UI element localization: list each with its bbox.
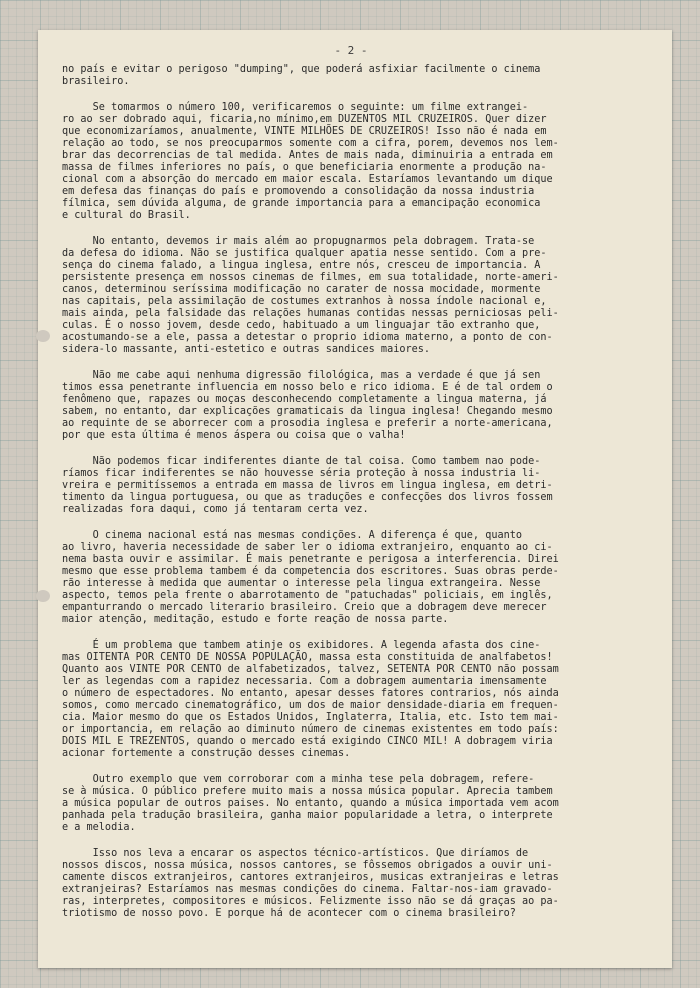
text-line: ro ao ser dobrado aqui, ficaria,no mínimo,em DUZENTOS MIL CRUZEIROS. Quer dizer <box>62 114 547 125</box>
text-line: nossos discos, nossa música, nossos cantores, se fôssemos obrigados a ouvir uni- <box>62 860 553 871</box>
paragraph-gap <box>62 516 666 530</box>
text-line: sabem, no entanto, dar explicações gramaticais da lingua inglesa! Chegando mesmo <box>62 406 553 417</box>
text-line: camente discos extranjeiros, cantores extranjeiros, musicas extranjeiras e letras <box>62 872 559 883</box>
text-line: cia. Maior mesmo do que os Estados Unidos, Inglaterra, Italia, etc. Isto tem mai- <box>62 712 559 723</box>
text-line: mais ainda, pela falsidade das relações humanas contidas nessas perniciosas peli- <box>62 308 559 319</box>
text-line: mas OITENTA POR CENTO DE NOSSA POPULAÇÃO, massa esta constituida de analfabetos! <box>62 652 553 663</box>
punch-hole <box>36 590 50 602</box>
text-line: aspecto, temos pela frente o abarrotamento de "patuchadas" policiais, em inglês, <box>62 590 553 601</box>
text-line: canos, determinou seríssima modificação no carater de nossa mocidade, mormente <box>62 284 541 295</box>
text-line: É um problema que tambem atinje os exibidores. A legenda afasta dos cine- <box>62 640 541 651</box>
paragraph-gap <box>62 442 666 456</box>
paragraph-gap <box>62 88 666 102</box>
text-line: que economizaríamos, anualmente, VINTE MILHÕES DE CRUZEIROS! Isso não é nada em <box>62 126 547 137</box>
text-line: empanturrando o mercado literario brasileiro. Creio que a dobragem deve merecer <box>62 602 547 613</box>
text-line: sença do cinema falado, a lingua inglesa, entre nós, cresceu de importancia. A <box>62 260 541 271</box>
text-line: ao livro, haveria necessidade de saber ler o idioma extranjeiro, enquanto ao ci- <box>62 542 553 553</box>
text-line: Não podemos ficar indiferentes diante de tal coisa. Como tambem nao pode- <box>62 456 541 467</box>
text-line: e cultural do Brasil. <box>62 210 191 221</box>
punch-hole <box>36 330 50 342</box>
text-line: timos essa penetrante influencia em nosso belo e rico idioma. E é de tal ordem o <box>62 382 553 393</box>
text-line: sidera-lo massante, anti-estetico e outras sandices maiores. <box>62 344 431 355</box>
text-line: e a melodia. <box>62 822 136 833</box>
text-line: em defesa das finanças do país e promovendo a consolidação da nossa industria <box>62 186 535 197</box>
text-line: rão interesse à medida que aumentar o interesse pela lingua extrangeira. Nesse <box>62 578 541 589</box>
typewritten-page <box>38 30 672 968</box>
text-line: se à música. O público prefere muito mais a nossa música popular. Aprecia tambem <box>62 786 553 797</box>
text-line: DOIS MIL E TREZENTOS, quando o mercado está exigindo CINCO MIL! A dobragem viria <box>62 736 553 747</box>
text-line: acostumando-se a ele, passa a detestar o proprio idioma materno, a ponto de con- <box>62 332 553 343</box>
text-line: no país e evitar o perigoso "dumping", que poderá asfixiar facilmente o cinema <box>62 64 541 75</box>
text-line: persistente presença em nossos cinemas de filmes, em sua totalidade, norte-ameri- <box>62 272 559 283</box>
paragraph-gap <box>62 222 666 236</box>
text-line: Se tomarmos o número 100, verificaremos o seguinte: um filme extrangei- <box>62 102 529 113</box>
text-line: nas capitais, pela assimilação de costumes extranhos à nossa índole nacional e, <box>62 296 547 307</box>
body-text <box>62 64 666 920</box>
text-line: ao requinte de se aborrecer com a prosodia inglesa e preferir a norte-americana, <box>62 418 553 429</box>
text-line: ríamos ficar indiferentes se não houvesse séria proteção à nossa industria li- <box>62 468 541 479</box>
text-line: cional com a absorção do mercado em maior escala. Estaríamos levantando um dique <box>62 174 553 185</box>
text-line: triotismo de nosso povo. E porque há de acontecer com o cinema brasileiro? <box>62 908 516 919</box>
text-line: da defesa do idioma. Não se justifica qualquer apatia nesse sentido. Com a pre- <box>62 248 547 259</box>
text-line: brar das decorrencias de tal medida. Antes de mais nada, diminuiria a entrada em <box>62 150 553 161</box>
text-line: por que esta última é menos áspera ou coisa que o valha! <box>62 430 406 441</box>
text-line: O cinema nacional está nas mesmas condições. A diferença é que, quanto <box>62 530 523 541</box>
text-line: Outro exemplo que vem corroborar com a minha tese pela dobragem, refere- <box>62 774 535 785</box>
text-line: culas. É o nosso jovem, desde cedo, habituado a um linguajar tão extranho que, <box>62 320 541 331</box>
page-number: - 2 - <box>334 44 368 57</box>
text-line: brasileiro. <box>62 76 130 87</box>
paragraph-gap <box>62 626 666 640</box>
text-line: nema basta ouvir e assimilar. É mais penetrante e perigosa a interferencia. Direi <box>62 554 559 565</box>
text-line: Quanto aos VINTE POR CENTO de alfabetizados, talvez, SETENTA POR CENTO não possam <box>62 664 559 675</box>
text-line: timento da lingua portuguesa, ou que as traduções e confecções dos livros fossem <box>62 492 553 503</box>
text-line: o número de espectadores. No entanto, apesar desses fatores contrarios, nós ainda <box>62 688 559 699</box>
paragraph-gap <box>62 760 666 774</box>
text-line: fenômeno que, rapazes ou moças desconhecendo completamente a lingua materna, já <box>62 394 547 405</box>
text-line: extranjeiras? Estaríamos nas mesmas condições do cinema. Faltar-nos-iam gravado- <box>62 884 553 895</box>
text-line: somos, como mercado cinematográfico, um dos de maior densidade-diaria em frequen- <box>62 700 559 711</box>
text-line: Não me cabe aqui nenhuma digressão filológica, mas a verdade é que já sen <box>62 370 541 381</box>
text-line: mesmo que esse problema tambem é da competencia dos escritores. Suas obras perde- <box>62 566 559 577</box>
text-line: fílmica, sem dúvida alguma, de grande importancia para a emancipação economica <box>62 198 541 209</box>
paragraph-gap <box>62 356 666 370</box>
text-line: maior atenção, meditação, estudo e forte reação de nossa parte. <box>62 614 449 625</box>
text-line: ler as legendas com a rapidez necessaria. Com a dobragem aumentaria imensamente <box>62 676 547 687</box>
text-line: massa de filmes inferiores no país, o que beneficiaria enormente a produção na- <box>62 162 547 173</box>
text-line: or importancia, em relação ao diminuto número de cinemas existentes em todo país: <box>62 724 559 735</box>
text-line: a música popular de outros paises. No entanto, quando a música importada vem acom <box>62 798 559 809</box>
text-line: acionar fortemente a construção desses cinemas. <box>62 748 351 759</box>
text-line: ras, interpretes, compositores e músicos. Felizmente isso não se dá graças ao pa- <box>62 896 559 907</box>
text-line: No entanto, devemos ir mais além ao propugnarmos pela dobragem. Trata-se <box>62 236 535 247</box>
text-line: panhada pela tradução brasileira, ganha maior popularidade a letra, o interprete <box>62 810 553 821</box>
text-line: vreira e permitíssemos a entrada em massa de livros em lingua inglesa, em detri- <box>62 480 553 491</box>
text-line: Isso nos leva a encarar os aspectos técnico-artísticos. Que diríamos de <box>62 848 529 859</box>
paragraph-gap <box>62 834 666 848</box>
text-line: realizadas fora daqui, como já tentaram certa vez. <box>62 504 369 515</box>
text-line: relação ao todo, se nos preocuparmos somente com a cifra, porem, devemos nos lem- <box>62 138 559 149</box>
